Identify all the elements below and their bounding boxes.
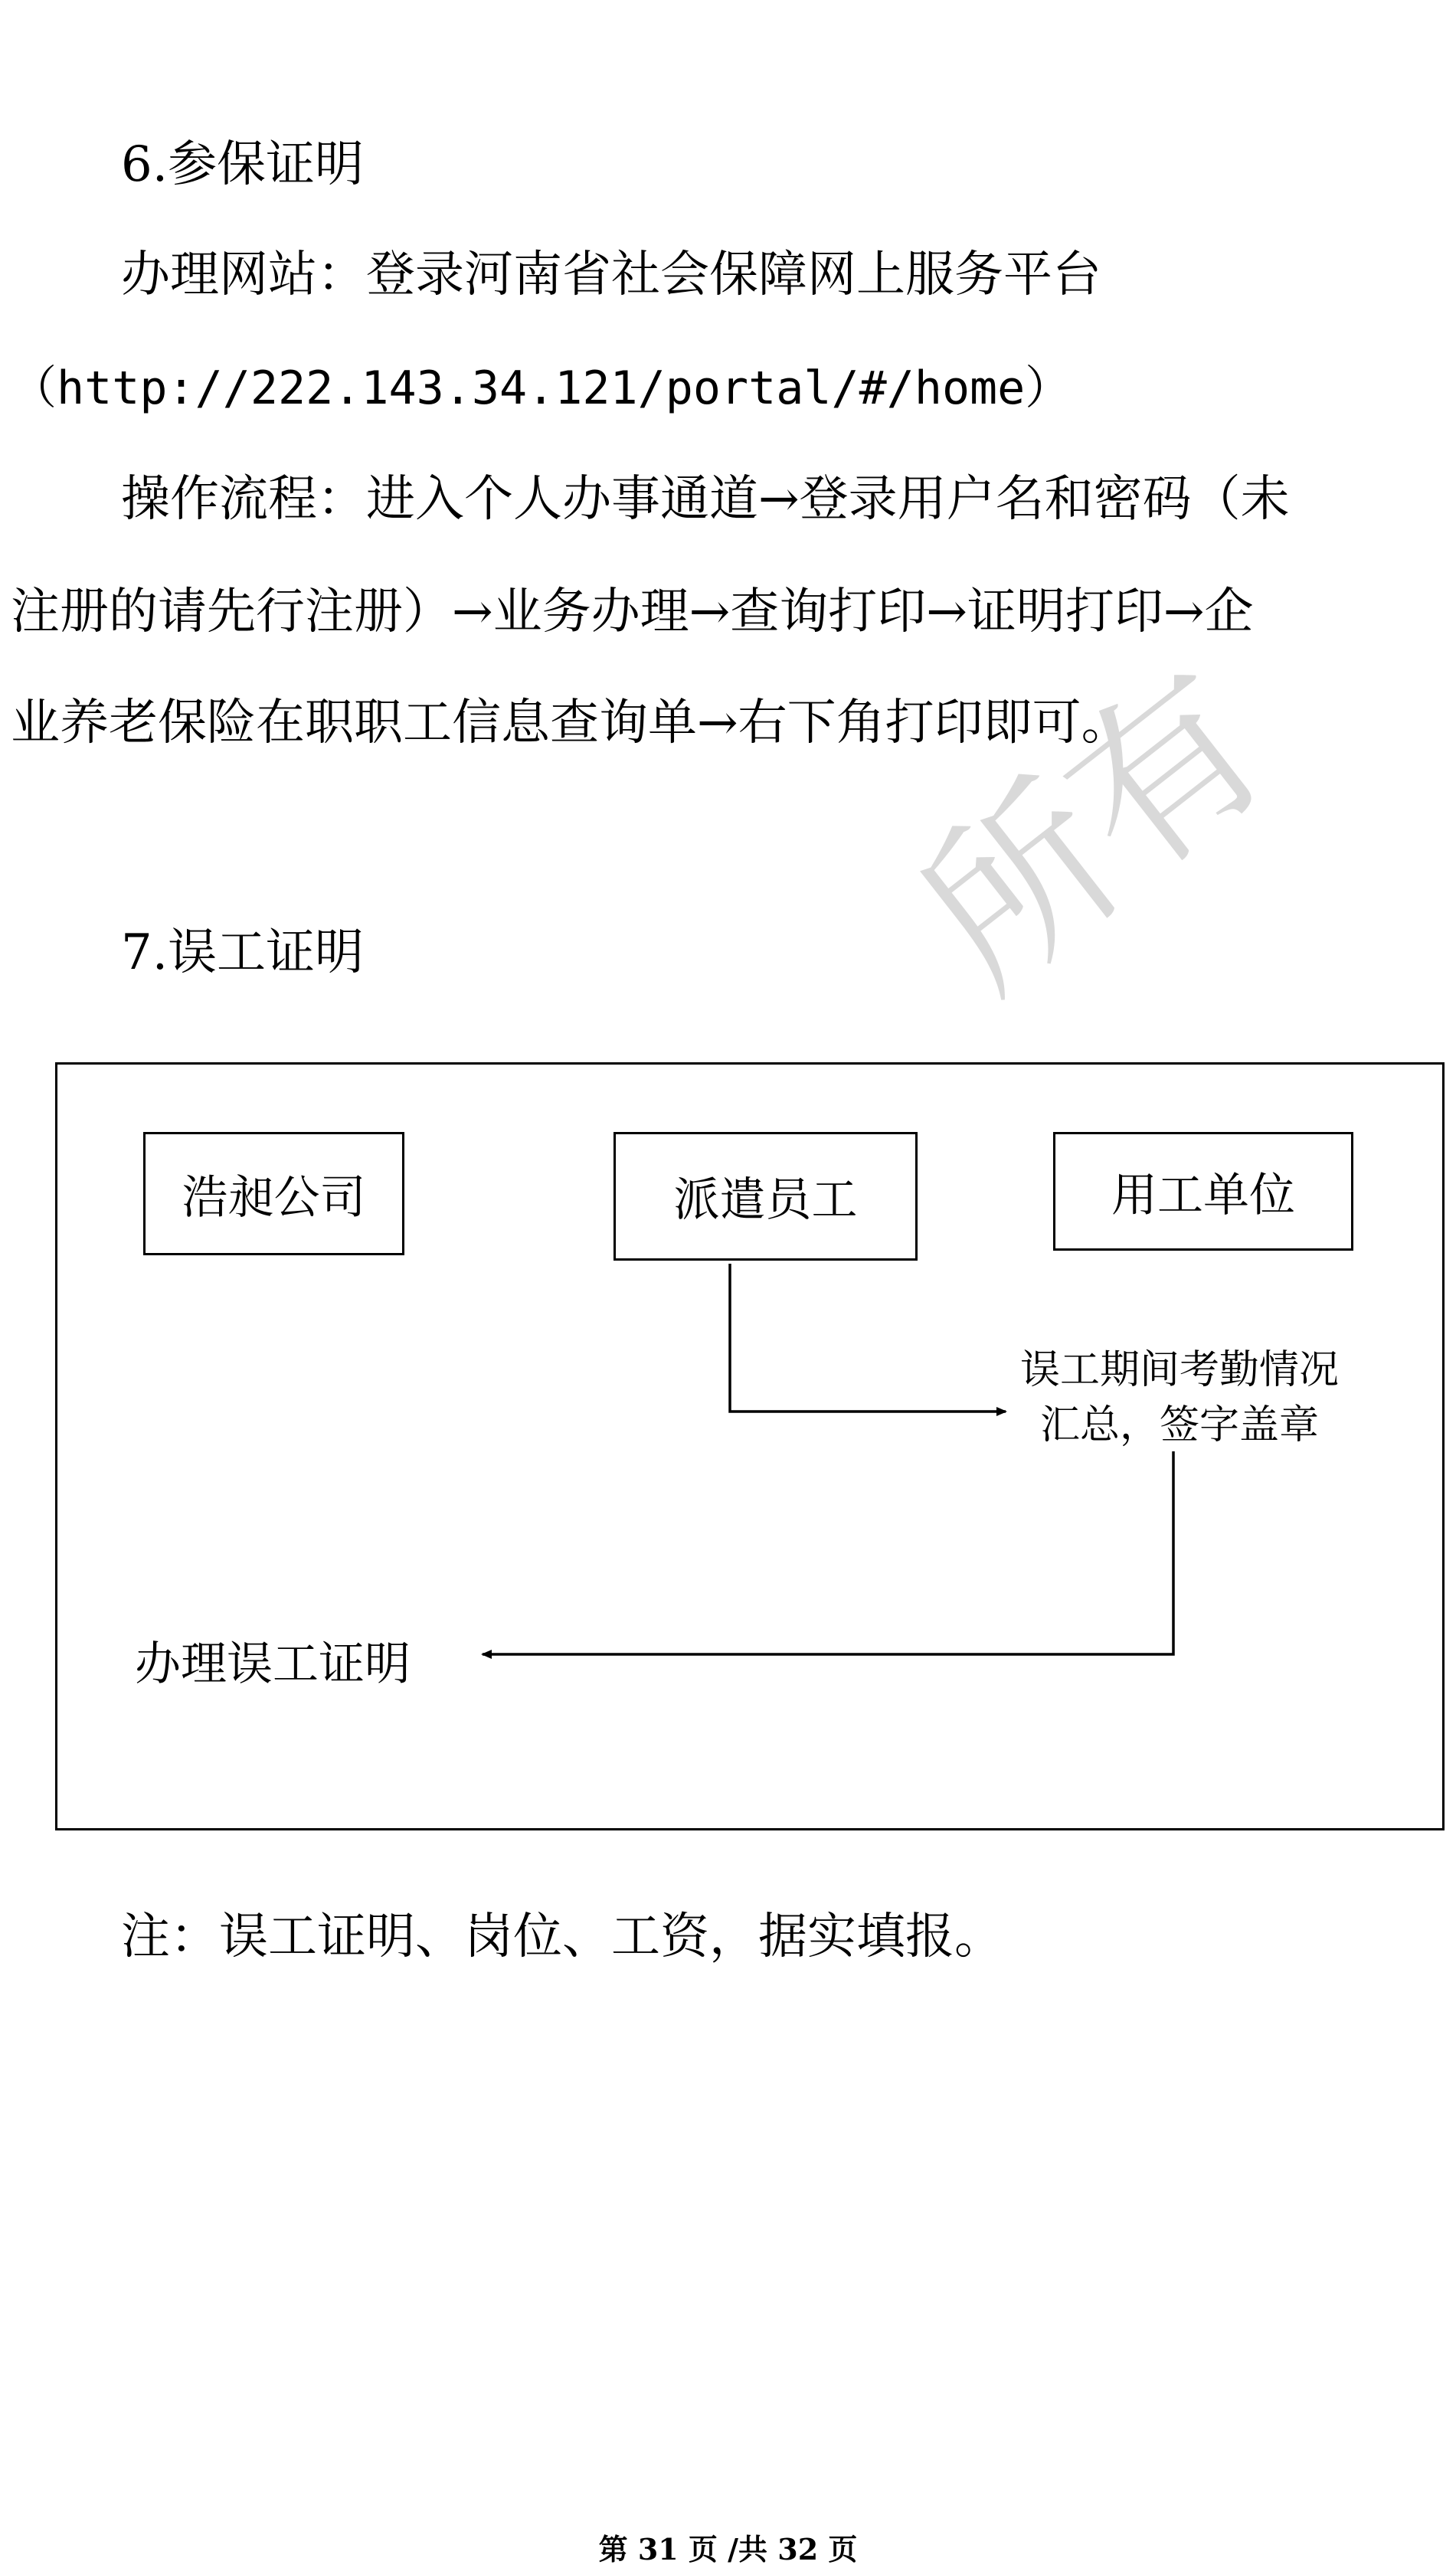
website-line: 办理网站：登录河南省社会保障网上服务平台 — [121, 247, 1101, 303]
node-employee — [613, 1132, 918, 1261]
process-line-2: 注册的请先行注册）→业务办理→查询打印→证明打印→企 — [11, 584, 1254, 640]
section7-title: 7.误工证明 — [121, 924, 365, 981]
note-line: 注：误工证明、岗位、工资，据实填报。 — [121, 1909, 1003, 1965]
section6-title: 6.参保证明 — [121, 136, 365, 193]
node-company — [143, 1132, 404, 1255]
flow-diagram — [55, 1062, 1445, 1830]
attendance-summary — [1019, 1343, 1340, 1453]
watermark: 所有 — [882, 633, 1305, 1029]
process-line-1: 操作流程：进入个人办事通道→登录用户名和密码（未 — [121, 471, 1290, 528]
arrow-employee-to-attendance — [730, 1264, 1006, 1412]
page-footer: 第 31 页 /共 32 页 — [598, 2532, 858, 2566]
node-employer — [1053, 1132, 1353, 1251]
node-company-label: 浩昶公司 — [182, 1170, 366, 1225]
attendance-line-2: 汇总，签字盖章 — [1039, 1402, 1319, 1448]
node-employer-label: 用工单位 — [1111, 1168, 1295, 1222]
node-employee-label: 派遣员工 — [673, 1173, 858, 1227]
process-line-3: 业养老保险在职职工信息查询单→右下角打印即可。 — [11, 695, 1130, 751]
arrow-attendance-to-result — [483, 1451, 1173, 1654]
url-line: （http://222.143.34.121/portal/#/home） — [11, 361, 1072, 415]
result-label: 办理误工证明 — [135, 1637, 411, 1691]
attendance-line-1: 误工期间考勤情况 — [1019, 1347, 1339, 1393]
